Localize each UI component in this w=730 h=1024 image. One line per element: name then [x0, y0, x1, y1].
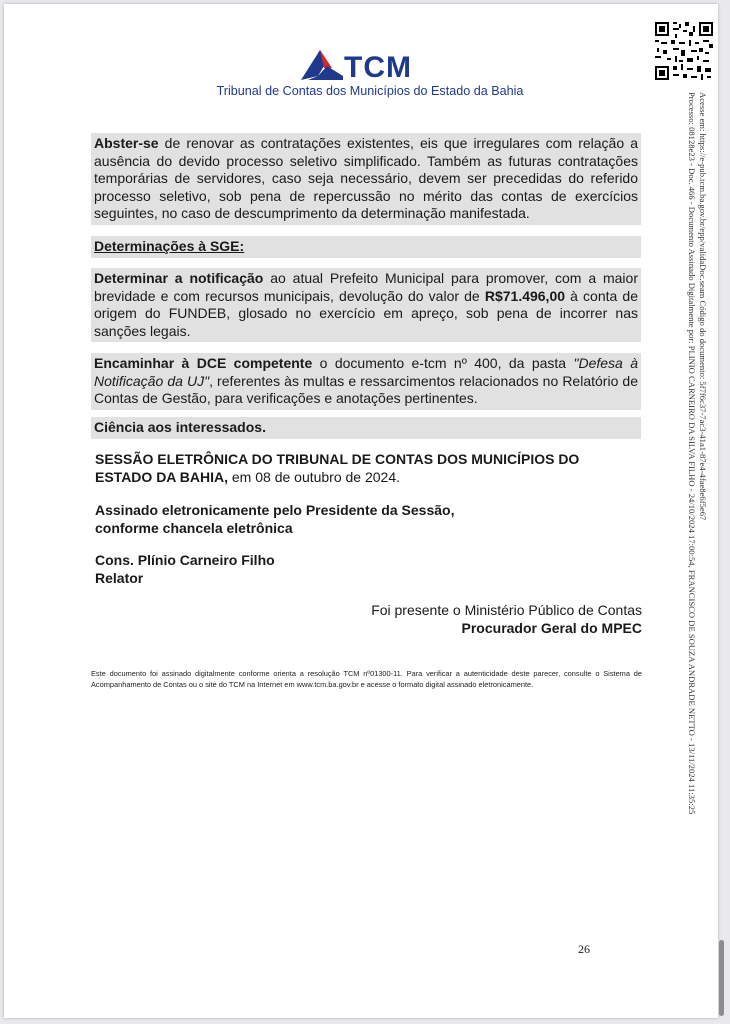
- scrollbar-thumb[interactable]: [719, 940, 724, 1016]
- paragraph-abster-se: [91, 133, 641, 225]
- rapporteur-name: Cons. Plínio Carneiro Filho: [95, 552, 275, 568]
- abster-se-bold: Abster-se: [94, 135, 159, 151]
- notificacao-text-b: à conta de origem do FUNDEB, glosado no exercício em apreço, sob pena de incorrer nas sanções legais.: [94, 287, 638, 339]
- footer-note: Este documento foi assinado digitalmente conforme orienta a resolução TCM nº01300-11. Para verificar a autenticidade deste parecer, consulte o Sistema de Acompanhamento de Contas ou o site do TCM na Internet em www.tcm.ba.gov.br e acesse o formato digital assinado eletronicamente.: [91, 669, 642, 689]
- folder-name: "Defesa à Notificação da UJ": [94, 355, 638, 389]
- notificacao-bold: Determinar a notificação: [94, 270, 264, 286]
- rapporteur-block: [95, 552, 625, 587]
- logo-subtitle: Tribunal de Contas dos Municípios do Estado da Bahia: [216, 84, 524, 98]
- encaminhar-text-a: o documento e-tcm nº 400, da pasta: [312, 355, 574, 371]
- amount-value: R$71.496,00: [484, 287, 566, 304]
- session-statement: [95, 451, 625, 486]
- encaminhar-text-b: , referentes às multas e ressarcimentos relacionados no Relatório de Contas de Gestão, para verificações e anotações pertinentes.: [94, 372, 639, 406]
- notificacao-text-a: ao atual Prefeito Municipal para promover, com a maior brevidade e com recursos municipais, devolução do valor de: [94, 270, 638, 304]
- signature-line-2: conforme chancela eletrônica: [95, 519, 293, 536]
- section-heading: [91, 236, 641, 258]
- ciencia-text: Ciência aos interessados.: [94, 419, 266, 435]
- encaminhar-bold: Encaminhar à DCE competente: [94, 355, 313, 371]
- ministry-line-2: Procurador Geral do MPEC: [461, 619, 642, 636]
- document-page: [4, 4, 718, 1018]
- logo-text: TCM: [344, 51, 412, 84]
- signature-line-1: Assinado eletronicamente pelo Presidente da Sessão,: [95, 502, 455, 518]
- heading-sge: Determinações à SGE:: [94, 238, 245, 254]
- paragraph-notificacao: [91, 268, 641, 342]
- digital-signature-stamp: [686, 92, 708, 912]
- rapporteur-role: Relator: [95, 569, 144, 586]
- page-number: 26: [578, 942, 590, 956]
- paragraph-ciencia: [91, 417, 641, 439]
- abster-se-text: de renovar as contratações existentes, eis que irregulares com relação a ausência do devido processo seletivo simplificado. Também as futuras contratações temporárias de servidores, caso seja necessário, devem ser precedidas do referido processo seletivo, sob pena de repercussão no mérito das contas de exercícios seguintes, no caso de descumprimento da determinação manifestada.: [94, 135, 638, 221]
- qr-code-icon: [655, 22, 713, 80]
- ministry-line-1: Foi presente o Ministério Público de Contas: [371, 602, 642, 618]
- signature-stamp-line: Processo: 08128e23 - Doc. 466 - Documento Assinado Digitalmente por: PLINIO CARNEIRO DA SILVA FILHO - 24/10/2024 17:00:54, FRANCISCO DE SOUZA ANDRADE NETTO - 13/11/2024 11:35:25: [687, 92, 697, 815]
- paragraph-encaminhar: [91, 353, 641, 410]
- ministry-block: [304, 602, 642, 637]
- tcm-logo-mark-icon: [296, 46, 346, 84]
- session-date: em 08 de outubro de 2024.: [228, 468, 401, 485]
- session-bold: SESSÃO ELETRÔNICA DO TRIBUNAL DE CONTAS DOS MUNICÍPIOS DO ESTADO DA BAHIA,: [95, 451, 580, 485]
- electronic-signature-note: [95, 502, 625, 537]
- tcm-logo: [184, 46, 556, 102]
- validation-url-line: Acesse em: https://e-pub.tcm.ba.gov.br/epp/validaDoc.seam Código do documento: 5f7f6c37-7ac3-41a1-87e4-4fae8e6f5e67: [698, 92, 708, 521]
